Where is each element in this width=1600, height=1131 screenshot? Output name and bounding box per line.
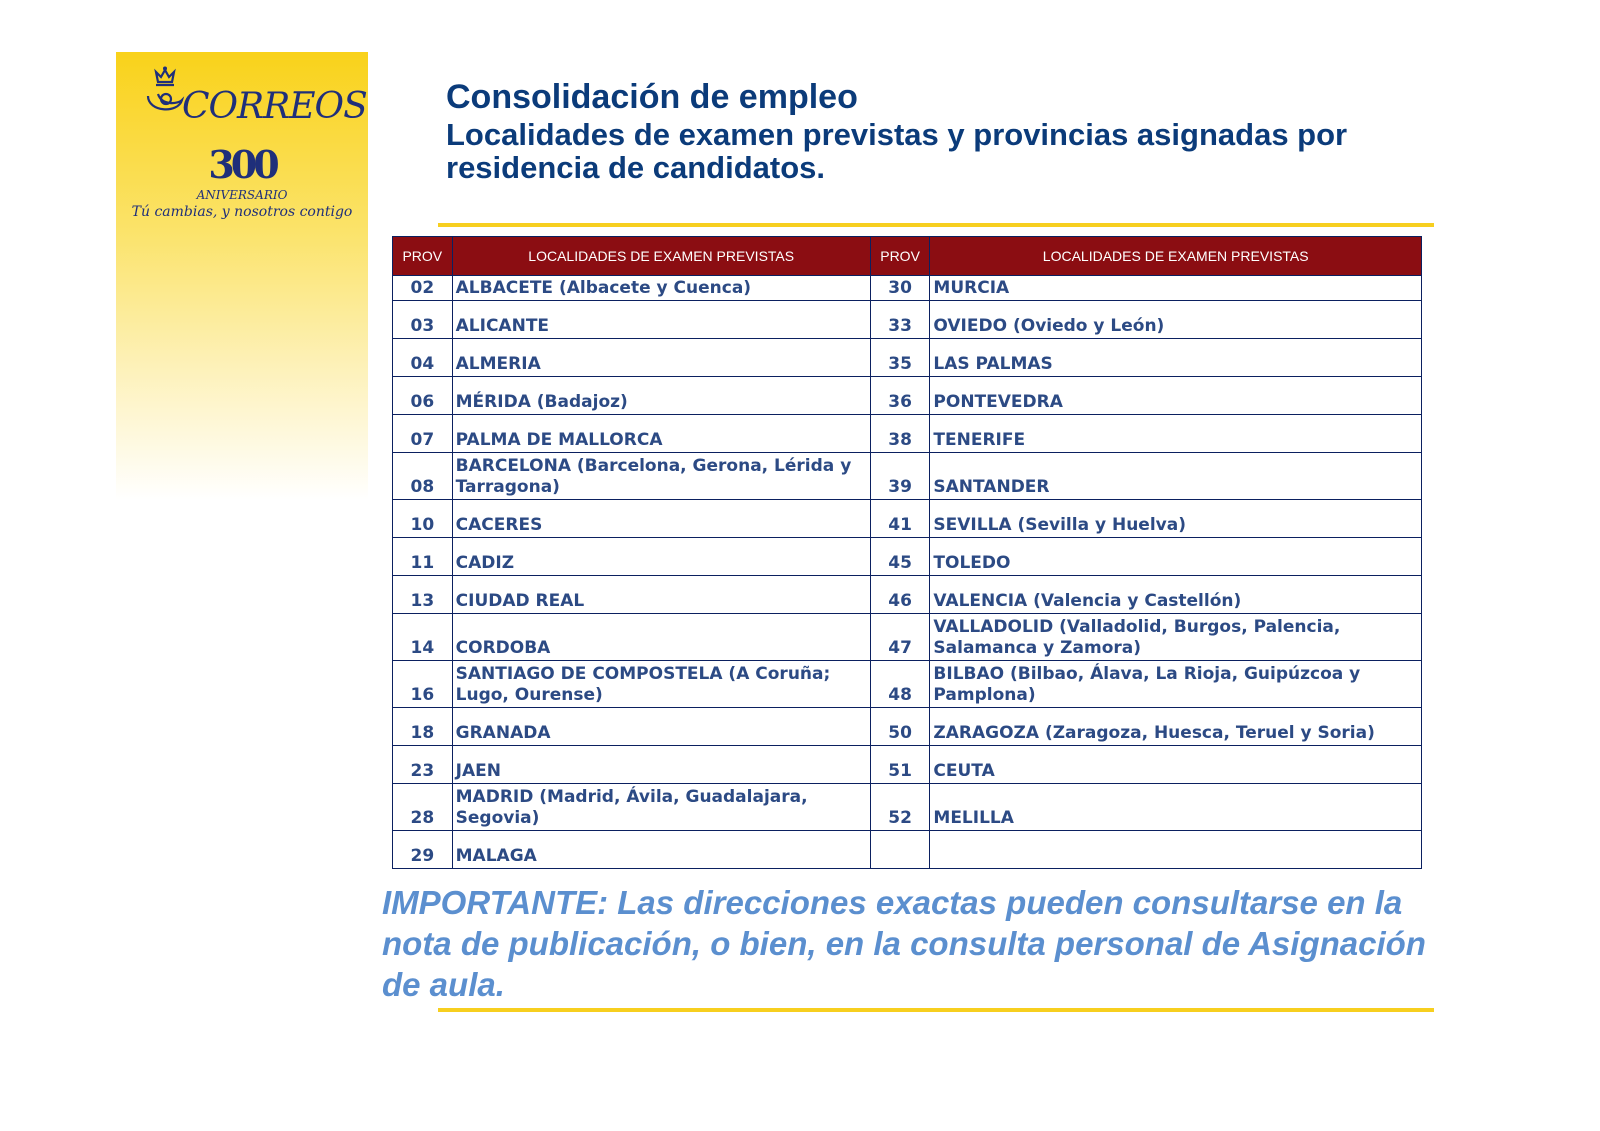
crown-posthorn-icon [144, 66, 186, 122]
exam-location: PONTEVEDRA [930, 377, 1422, 415]
column-header-locations: LOCALIDADES DE EXAMEN PREVISTAS [452, 237, 870, 276]
prov-code: 08 [393, 453, 453, 500]
table-row [393, 661, 1422, 708]
prov-code: 38 [870, 415, 930, 453]
prov-code: 14 [393, 614, 453, 661]
exam-location: VALLADOLID (Valladolid, Burgos, Palencia, Salamanca y Zamora) [930, 614, 1422, 661]
exam-location: ALBACETE (Albacete y Cuenca) [452, 276, 870, 301]
page-title: Consolidación de empleo [446, 78, 858, 116]
prov-code: 10 [393, 500, 453, 538]
exam-location: SEVILLA (Sevilla y Huelva) [930, 500, 1422, 538]
slogan: Tú cambias, y nosotros contigo [131, 204, 353, 220]
exam-location: VALENCIA (Valencia y Castellón) [930, 576, 1422, 614]
prov-code: 03 [393, 301, 453, 339]
exam-location: JAEN [452, 746, 870, 784]
exam-location: ZARAGOZA (Zaragoza, Huesca, Teruel y Soria) [930, 708, 1422, 746]
prov-code: 39 [870, 453, 930, 500]
table-row [393, 576, 1422, 614]
prov-code: 41 [870, 500, 930, 538]
prov-code [870, 831, 930, 869]
prov-code: 45 [870, 538, 930, 576]
exam-location: MADRID (Madrid, Ávila, Guadalajara, Segovia) [452, 784, 870, 831]
exam-location: CORDOBA [452, 614, 870, 661]
exam-location: SANTANDER [930, 453, 1422, 500]
prov-code: 18 [393, 708, 453, 746]
table-row [393, 784, 1422, 831]
anniversary-label: ANIVERSARIO [196, 188, 288, 202]
page-subtitle: Localidades de examen previstas y provincias asignadas por residencia de candidatos. [446, 117, 1348, 185]
table-row [393, 339, 1422, 377]
table-row [393, 746, 1422, 784]
exam-location: CEUTA [930, 746, 1422, 784]
prov-code: 11 [393, 538, 453, 576]
important-note: IMPORTANTE: Las direcciones exactas pueden consultarse en la nota de publicación, o bien, en la consulta personal de Asignación de aula. [382, 884, 1426, 1003]
exam-location: MELILLA [930, 784, 1422, 831]
exam-location: ALMERIA [452, 339, 870, 377]
table-row [393, 708, 1422, 746]
prov-code: 13 [393, 576, 453, 614]
prov-code: 29 [393, 831, 453, 869]
prov-code: 48 [870, 661, 930, 708]
divider-top [438, 223, 1434, 227]
brand-name: CORREOS [182, 86, 367, 127]
table-header-row [393, 237, 1422, 276]
exam-location: CACERES [452, 500, 870, 538]
prov-code: 46 [870, 576, 930, 614]
exam-location: PALMA DE MALLORCA [452, 415, 870, 453]
table-row [393, 614, 1422, 661]
prov-code: 33 [870, 301, 930, 339]
exam-location: CIUDAD REAL [452, 576, 870, 614]
table-row [393, 538, 1422, 576]
table-row [393, 301, 1422, 339]
table-row [393, 276, 1422, 301]
prov-code: 35 [870, 339, 930, 377]
prov-code: 50 [870, 708, 930, 746]
table-row [393, 415, 1422, 453]
exam-location: OVIEDO (Oviedo y León) [930, 301, 1422, 339]
exam-location: MURCIA [930, 276, 1422, 301]
prov-code: 30 [870, 276, 930, 301]
table-row [393, 500, 1422, 538]
anniversary-number: 300 [208, 142, 276, 187]
table-row [393, 453, 1422, 500]
exam-location: BARCELONA (Barcelona, Gerona, Lérida y Tarragona) [452, 453, 870, 500]
exam-location: BILBAO (Bilbao, Álava, La Rioja, Guipúzcoa y Pamplona) [930, 661, 1422, 708]
prov-code: 04 [393, 339, 453, 377]
prov-code: 07 [393, 415, 453, 453]
prov-code: 52 [870, 784, 930, 831]
prov-code: 23 [393, 746, 453, 784]
prov-code: 28 [393, 784, 453, 831]
column-header-prov: PROV [870, 237, 930, 276]
table-row [393, 831, 1422, 869]
exam-location: SANTIAGO DE COMPOSTELA (A Coruña; Lugo, Ourense) [452, 661, 870, 708]
prov-code: 51 [870, 746, 930, 784]
column-header-prov: PROV [393, 237, 453, 276]
prov-code: 16 [393, 661, 453, 708]
prov-code: 36 [870, 377, 930, 415]
exam-location: GRANADA [452, 708, 870, 746]
exam-location: CADIZ [452, 538, 870, 576]
prov-code: 02 [393, 276, 453, 301]
prov-code: 06 [393, 377, 453, 415]
prov-code: 47 [870, 614, 930, 661]
column-header-locations: LOCALIDADES DE EXAMEN PREVISTAS [930, 237, 1422, 276]
exam-location: TENERIFE [930, 415, 1422, 453]
exam-location: TOLEDO [930, 538, 1422, 576]
exam-location [930, 831, 1422, 869]
table-row [393, 377, 1422, 415]
exam-location: ALICANTE [452, 301, 870, 339]
brand-panel [116, 52, 368, 500]
exam-location: LAS PALMAS [930, 339, 1422, 377]
divider-bottom [438, 1008, 1434, 1012]
exam-location: MÉRIDA (Badajoz) [452, 377, 870, 415]
exam-locations-table [392, 236, 1422, 869]
correos-logo [144, 66, 367, 130]
exam-location: MALAGA [452, 831, 870, 869]
